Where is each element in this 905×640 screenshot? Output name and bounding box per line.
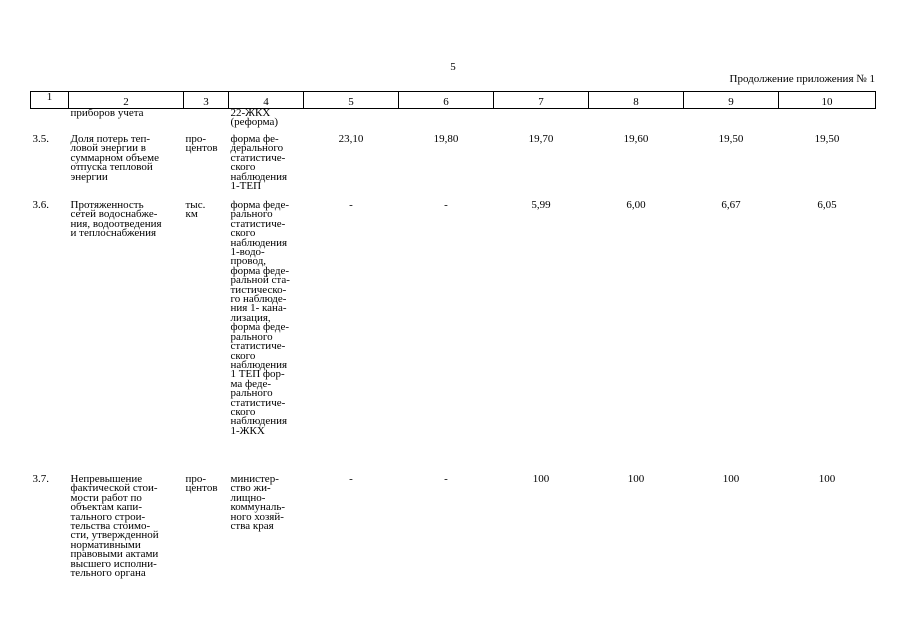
data-source: министер- ство жи- лищно- коммуналь- ного хозяй- ства края (230, 473, 286, 533)
value-cell: 6,05 (817, 199, 837, 211)
value-cell: 100 (627, 473, 645, 485)
value-cell: 6,00 (626, 199, 646, 211)
indicator-name: Непревышение фактической стои- мости работ по объектам капи- тального строи- тельства стоимо- сти, утвержденной нормативными правовыми актами высшего исполни- тельного органа (70, 473, 159, 580)
value-cell: 100 (722, 473, 740, 485)
data-source: форма феде- рального статистиче- ского наблюдения 1-водо- провод, форма феде- ральной ста- тистическо- го наблюде- ния 1- кана- лизация, форма феде- рального статистиче- ского наблюдения 1 ТЕП фор- ма феде- рального статистиче- ского наблюдения 1-ЖКХ (230, 199, 290, 437)
table-row (31, 131, 876, 197)
unit: про- центов (185, 473, 218, 495)
row-number: 3.6. (32, 199, 49, 211)
value-cell: 19,70 (528, 133, 554, 145)
value-cell: 23,10 (338, 133, 364, 145)
value-cell: - (349, 473, 353, 485)
unit: про- центов (185, 133, 218, 155)
value-cell: 19,50 (814, 133, 840, 145)
column-header: 9 (684, 92, 779, 109)
value-cell: 100 (532, 473, 550, 485)
value-cell: - (444, 473, 448, 485)
table-row (31, 197, 876, 471)
column-header: 5 (304, 92, 399, 109)
column-header: 2 (69, 92, 184, 109)
table-header-row (31, 92, 876, 109)
value-cell: 5,99 (531, 199, 551, 211)
value-cell: 19,60 (623, 133, 649, 145)
data-source: 22-ЖКХ (реформа) (230, 107, 279, 129)
column-header: 7 (494, 92, 589, 109)
value-cell: - (349, 199, 353, 211)
row-number: 3.7. (32, 473, 49, 485)
value-cell: 19,80 (433, 133, 459, 145)
indicator-name: Доля потерь теп- ловой энергии в суммарном объеме отпуска тепловой энергии (70, 133, 159, 183)
table-row (31, 471, 876, 578)
column-header: 4 (229, 92, 304, 109)
column-header: 3 (184, 92, 229, 109)
value-cell: 6,67 (721, 199, 741, 211)
table-row-carry-over (31, 109, 876, 132)
data-source: форма фе- дерального статистиче- ского наблюдения 1-ТЕП (230, 133, 288, 193)
unit: тыс. км (185, 199, 206, 221)
value-cell: 100 (818, 473, 836, 485)
column-header: 6 (399, 92, 494, 109)
continuation-note: Продолжение приложения № 1 (729, 73, 875, 85)
indicator-table (30, 91, 876, 578)
value-cell: 19,50 (718, 133, 744, 145)
column-header: 1 (31, 92, 69, 109)
page-number: 5 (450, 61, 456, 73)
value-cell: - (444, 199, 448, 211)
column-header: 8 (589, 92, 684, 109)
indicator-name: Протяженность сетей водоснабже- ния, водоотведения и теплоснабжения (70, 199, 162, 240)
row-number: 3.5. (32, 133, 49, 145)
column-header: 10 (779, 92, 876, 109)
indicator-name: приборов учета (70, 107, 144, 119)
